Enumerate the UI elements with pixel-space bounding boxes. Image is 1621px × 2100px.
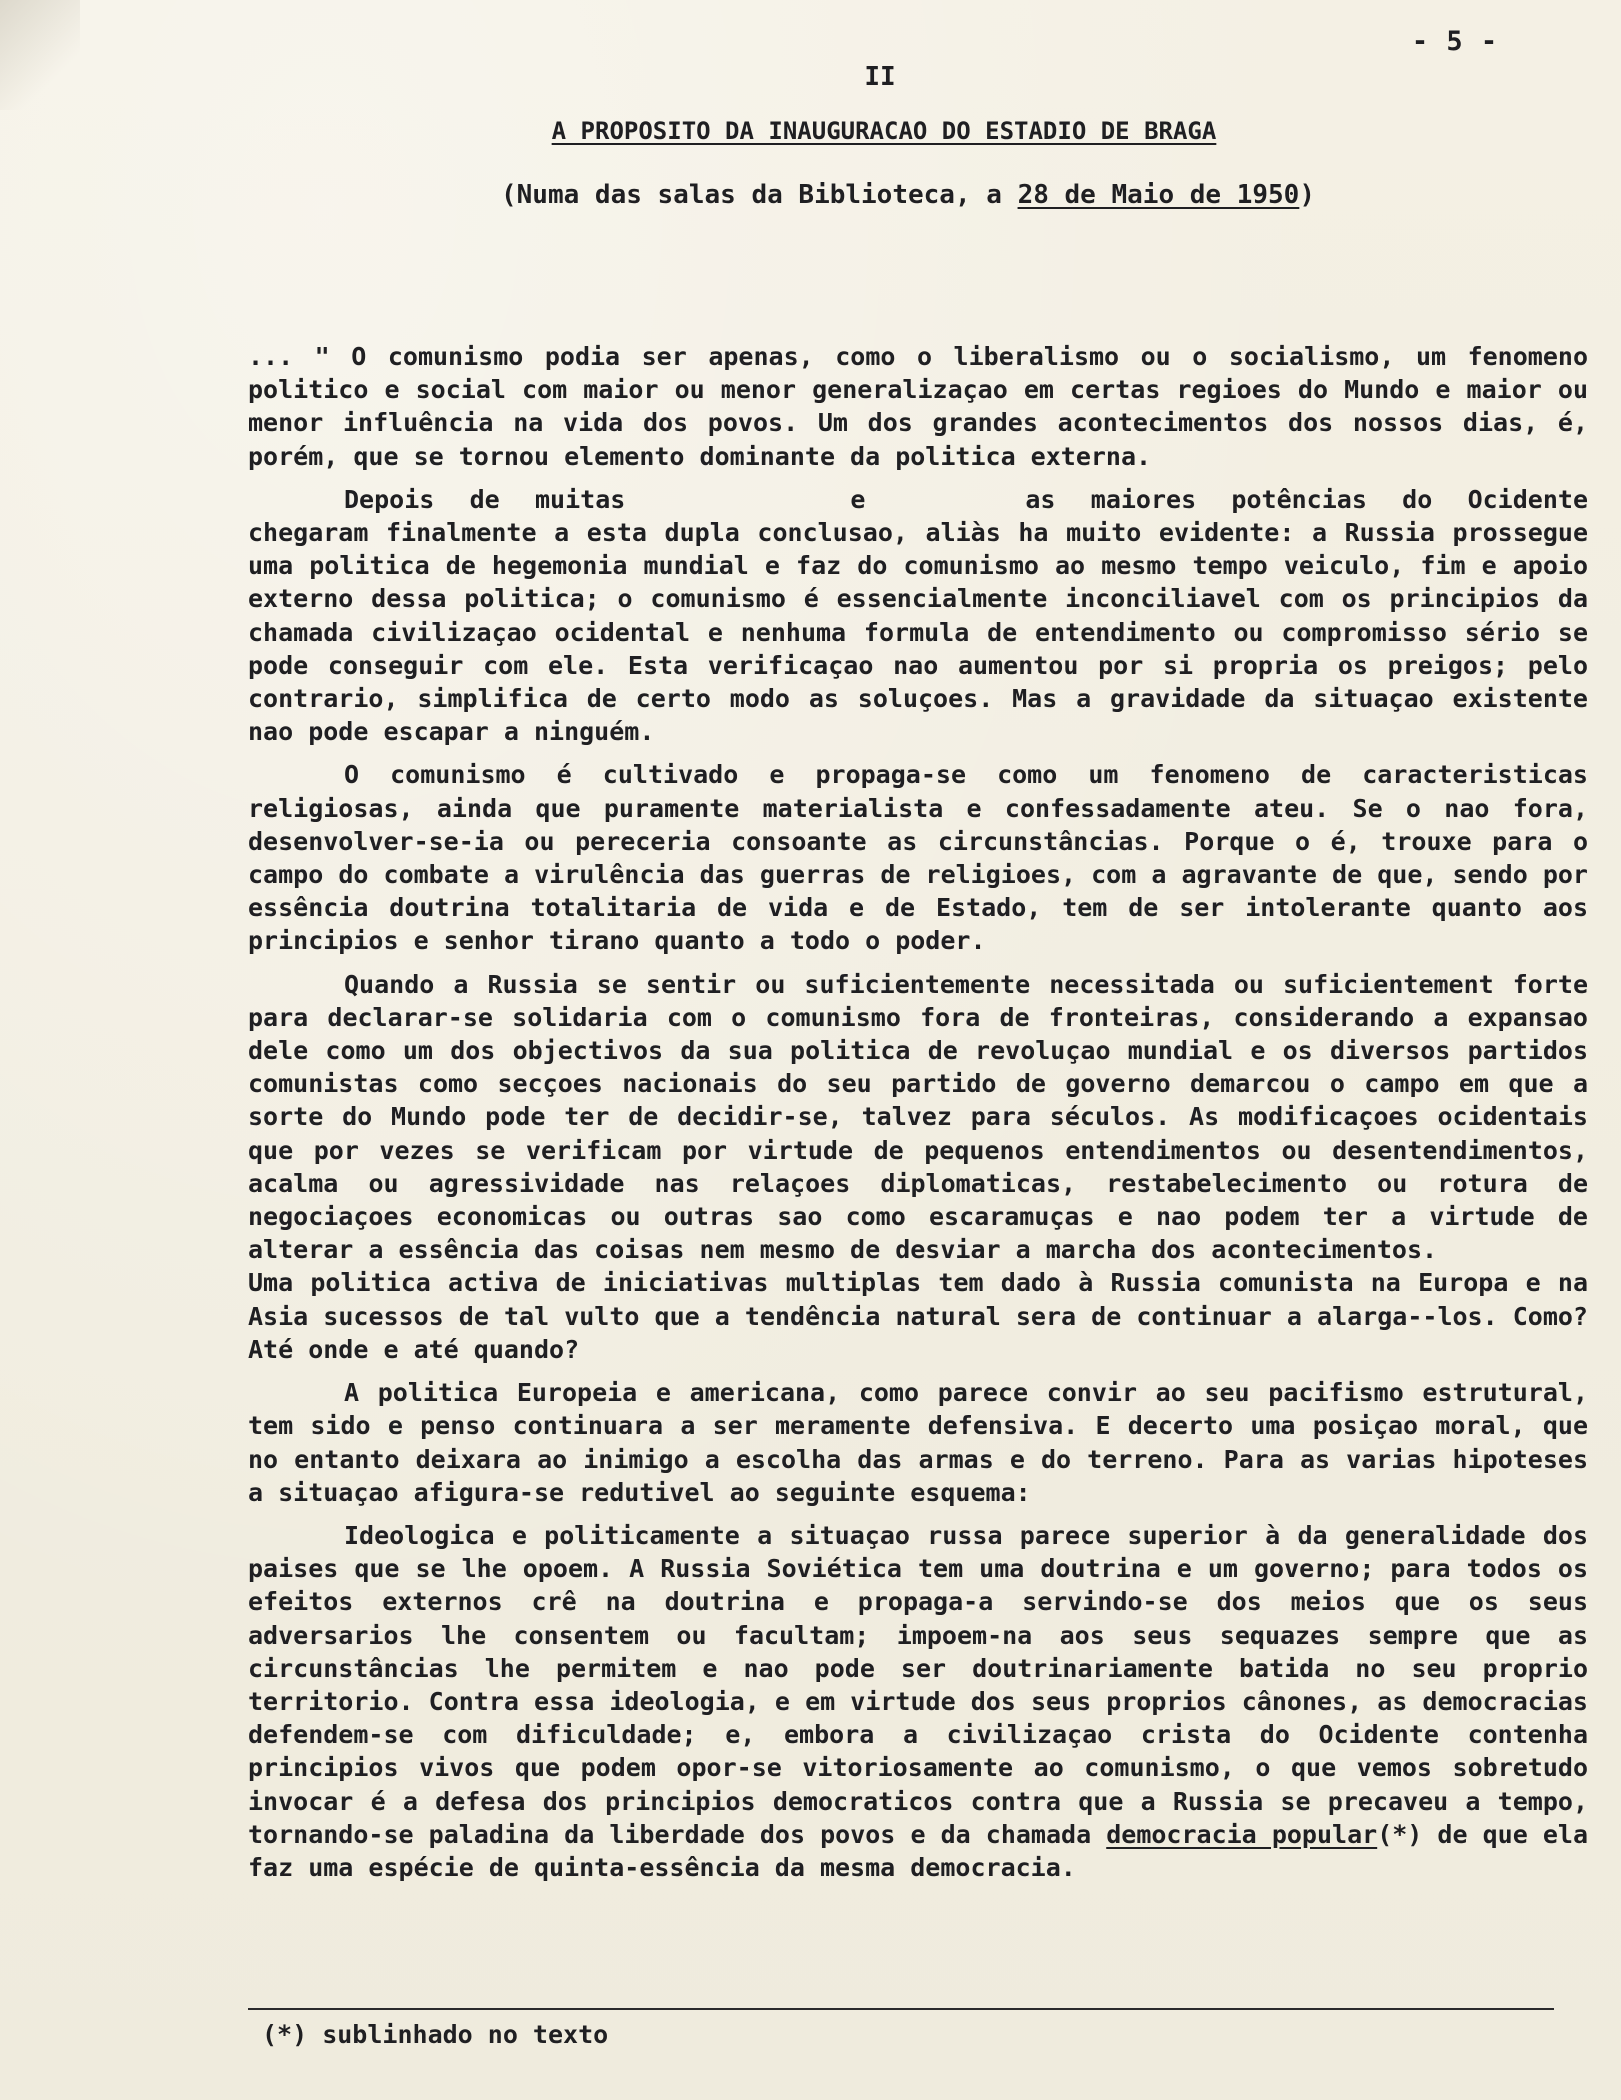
paragraph-2-mid: e bbox=[850, 484, 866, 514]
paragraph-7-end: (*) de que ela faz uma espécie de quinta-essência da mesma democracia. bbox=[248, 1819, 1588, 1882]
document-subtitle bbox=[0, 180, 1621, 210]
paragraph-3: O comunismo é cultivado e propaga-se como um fenomeno de caracteristicas religiosas, ainda que puramente materialista e confessadamente ateu. Se o nao fora, desenvolver-se-ia ou pereceria consoante as circunstâncias. Porque o é, trouxe para o campo do combate a virulência das guerras de religioes, com a agravante de que, sendo por essência doutrina totalitaria de vida e de Estado, tem de ser intolerante quanto aos principios e senhor tirano quanto a todo o poder. bbox=[248, 760, 1588, 956]
paragraph-4: Quando a Russia se sentir ou suficientemente necessitada ou suficientement forte para declarar-se solidaria com o comunismo fora de fronteiras, considerando a expansao dele como um dos objectivos da sua politica de revoluçao mundial e os diversos partidos comunistas como secçoes nacionais do seu partido de governo demarcou o campo em que a sorte do Mundo pode ter de decidir-se, talvez para séculos. As modificaçoes ocidentais que por vezes se verificam por virtude de pequenos entendimentos ou desentendimentos, acalma ou agressividade nas relaçoes diplomaticas, restabelecimento ou rotura de negociaçoes economicas ou outras sao como escaramuças e nao podem ter a virtude de alterar a essência das coisas nem mesmo de desviar a marcha dos acontecimentos. bbox=[248, 969, 1588, 1265]
section-number: II bbox=[864, 62, 896, 92]
paragraph-2-start: Depois de muitas bbox=[344, 484, 626, 514]
subtitle-suffix: ) bbox=[1299, 180, 1315, 210]
paragraph-2 bbox=[248, 483, 1588, 749]
document-title: A PROPOSITO DA INAUGURACAO DO ESTADIO DE BRAGA bbox=[551, 117, 1217, 145]
subtitle-date: 28 de Maio de 1950 bbox=[1017, 180, 1300, 210]
footnote-divider bbox=[248, 2008, 1554, 2010]
paragraph-5: Uma politica activa de iniciativas multiplas tem dado à Russia comunista na Europa e na Asia sucessos de tal vulto que a tendência natural sera de continuar a alarga--los. Como? Até onde e até quando? bbox=[248, 1268, 1588, 1364]
paper-crease bbox=[0, 0, 80, 110]
paragraph-6: A politica Europeia e americana, como parece convir ao seu pacifismo estrutural, tem sido e penso continuara a ser meramente defensiva. E decerto uma posiçao moral, que no entanto deixara ao inimigo a escolha das armas e do terreno. Para as varias hipoteses a situaçao afigura-se redutivel ao seguinte esquema: bbox=[248, 1378, 1588, 1507]
paragraph-1: ... " O comunismo podia ser apenas, como o liberalismo ou o socialismo, um fenomeno politico e social com maior ou menor generalizaçao em certas regioes do Mundo e maior ou menor influência na vida dos povos. Um dos grandes acontecimentos dos nossos dias, é, porém, que se tornou elemento dominante da politica externa. bbox=[248, 342, 1588, 471]
paragraph-7-main: Ideologica e politicamente a situaçao russa parece superior à da generalidade dos paises que se lhe opoem. A Russia Soviética tem uma doutrina e um governo; para todos os efeitos externos crê na doutrina e propaga-a servindo-se dos meios que os seus adversarios lhe consentem ou facultam; impoem-na aos seus sequazes sempre que as circunstâncias lhe permitem e nao pode ser doutrinariamente batida no seu proprio territorio. Contra essa ideologia, e em virtude dos seus proprios cânones, as democracias defendem-se com dificuldade; e, embora a civilizaçao crista do Ocidente contenha principios vivos que podem opor-se vitoriosamente ao comunismo, o que vemos sobretudo invocar é a defesa dos principios democraticos contra que a Russia se precaveu a tempo, tornando-se paladina da liberdade dos povos e da chamada bbox=[248, 1520, 1588, 1849]
page-number: - 5 - bbox=[1411, 26, 1499, 57]
document-body bbox=[248, 340, 1588, 1894]
paragraph-7 bbox=[248, 1519, 1588, 1884]
footnote: (*) sublinhado no texto bbox=[262, 2020, 609, 2049]
underlined-term: democracia popular bbox=[1106, 1819, 1378, 1849]
subtitle-prefix: (Numa das salas da Biblioteca, a bbox=[501, 180, 1018, 210]
paragraph-2-rest: as maiores potências do Ocidente chegaram finalmente a esta dupla conclusao, aliàs ha muito evidente: a Russia prossegue uma politica de hegemonia mundial e faz do comunismo ao mesmo tempo veiculo, fim e apoio externo dessa politica; o comunismo é essencialmente inconciliavel com os principios da chamada civilizaçao ocidental e nenhuma formula de entendimento ou compromisso sério se pode conseguir com ele. Esta verificaçao nao aumentou por si propria os preigos; pelo contrario, simplifica de certo modo as soluçoes. Mas a gravidade da situaçao existente nao pode escapar a ninguém. bbox=[248, 484, 1588, 747]
